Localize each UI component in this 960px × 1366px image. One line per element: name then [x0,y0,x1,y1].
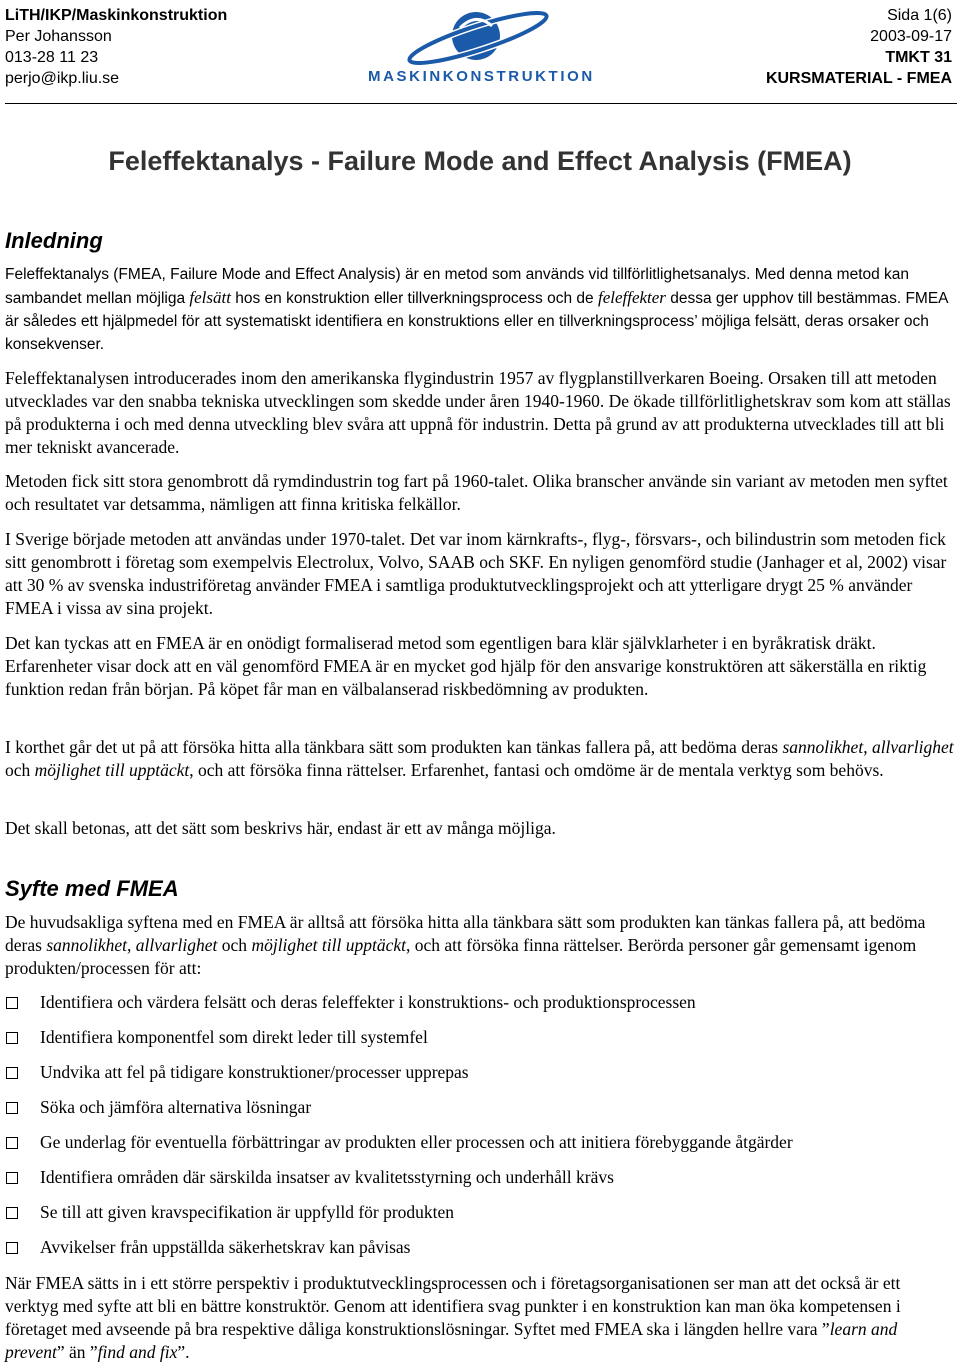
logo-text: MASKINKONSTRUKTION [368,68,595,85]
section-heading-syfte: Syfte med FMEA [5,876,179,901]
paragraph-purpose [5,911,955,980]
list-item [5,991,955,1014]
text-run: , och att försöka finna rättelser. Berörda personer går gemensamt igenom produkten/processen för att: [5,935,917,978]
header-author: Per Johansson [5,28,112,45]
list-item-text: Se till att given kravspecifikation är uppfylld för produkten [40,1202,455,1222]
list-item [5,1131,955,1154]
header-page-number: Sida 1(6) [887,7,952,24]
section-heading-inledning: Inledning [5,228,103,253]
emphasis-learn-prevent: learn and prevent [5,1319,898,1362]
emphasis-sannolikhet: sannolikhet [782,737,864,757]
header-department: LiTH/IKP/Maskinkonstruktion [5,7,228,24]
text-run: hos en konstruktion eller tillverkningsprocess och de [230,290,598,307]
emphasis-sannolikhet: sannolikhet [46,935,127,955]
paragraph-perspective [5,1272,955,1364]
page-title: Feleffektanalys - Failure Mode and Effect Analysis (FMEA) [108,146,852,176]
paragraph-sweden: I Sverige började metoden att användas under 1970-talet. Det var inom kärnkrafts-, flyg-, försvars-, och bilindustrin som metoden fick sitt genombrott i företag som exempelvis Electrolux, Volvo, SAAB och SKF. En nyligen genomförd studie (Janhager et al, 2002) visar att 30 % av svenska industriföretag använder FMEA i samtliga produktutvecklingsprojekt och att ytterligare drygt 25 % använder FMEA i vissa av sina projekt. [5,529,947,618]
emphasis-upptackt: möjlighet till upptäckt [34,760,190,780]
checkbox-square-icon [6,997,18,1009]
paragraph-history: Feleffektanalysen introducerades inom den amerikanska flygindustrin 1957 av flygplanstillverkaren Boeing. Orsaken till att metoden utvecklades var den snabba tekniska utvecklingen som skedde under åren 1940-1960. De ökade tillförlitlighetskrav som kom att ställas på produkterna i och med denna utveckling blev svåra att uppnå för industrin. Detta på grund av att produkterna utvecklades till att bli mer tekniskt avancerade. [5,368,951,457]
header-date: 2003-09-17 [870,28,952,45]
paragraph-note: Det skall betonas, att det sätt som beskrivs här, endast är ett av många möjliga. [5,818,556,838]
paragraph-intro [5,263,955,356]
list-item-text: Identifiera och värdera felsätt och deras feleffekter i konstruktions- och produktionsprocessen [40,992,696,1012]
checkbox-square-icon [6,1172,18,1184]
text-run: Feleffektanalys (FMEA, Failure Mode and Effect Analysis) är en metod som används vid tillförlitlighetsanalys. Med denna metod kan sambandet mellan möjliga [5,266,910,307]
header-right [766,5,952,89]
text-run: , [863,737,872,757]
text-run: ” än ” [56,1342,98,1362]
list-item [5,1096,955,1119]
header-email: perjo@ikp.liu.se [5,70,120,87]
checkbox-square-icon [6,1067,18,1079]
text-run: I korthet går det ut på att försöka hitta alla tänkbara sätt som produkten kan tänkas fallera på, att bedöma deras [5,737,783,757]
list-item-text: Söka och jämföra alternativa lösningar [40,1097,312,1117]
emphasis-find-fix: find and fix [97,1342,178,1362]
checkbox-square-icon [6,1102,18,1114]
emphasis-upptackt: möjlighet till upptäckt [251,935,406,955]
paragraph-summary [5,736,955,782]
checkbox-square-icon [6,1207,18,1219]
list-item [5,1061,955,1084]
checkbox-square-icon [6,1032,18,1044]
list-item [5,1236,955,1259]
list-item-text: Identifiera områden där särskilda insatser av kvalitetsstyrning och underhåll krävs [40,1167,614,1187]
emphasis-allvarlighet: allvarlighet [135,935,218,955]
header-phone: 013-28 11 23 [5,49,99,66]
text-run: När FMEA sätts in i ett större perspektiv i produktutvecklingsprocessen och i företagsorganisationen ser man att det också är ett verktyg med syfte att bli en bättre konstruktör. Genom att identifiera svag punkter i en konstruktion kan man öka kompetensen i företaget med avseende på bra respektive dåliga konstruktionslösningar. Syftet med FMEA ska i längden hellre vara ” [5,1273,901,1339]
list-item-text: Identifiera komponentfel som direkt leder till systemfel [40,1027,428,1047]
emphasis-felsatt: felsätt [189,288,231,307]
emphasis-allvarlighet: allvarlighet [871,737,954,757]
text-run: ”. [177,1342,190,1362]
text-run: dessa ger upphov till bestämmas. FMEA är således ett hjälpmedel för att systematiskt identifiera en konstruktions eller en tillverkningsprocess’ möjliga felsätt, deras orsaker och konsekvenser. [5,290,948,353]
list-item-text: Avvikelser från uppställda säkerhetskrav kan påvisas [40,1237,411,1257]
list-item [5,1166,955,1189]
checkbox-square-icon [6,1137,18,1149]
text-run: De huvudsakliga syftena med en FMEA är alltså att försöka hitta alla tänkbara sätt som produkten kan tänkas fallera på, att bedöma deras [5,912,926,955]
header-divider [5,103,957,104]
paragraph-space-industry: Metoden fick sitt stora genombrott då rymdindustrin tog fart på 1960-talet. Olika branscher använde sin variant av metoden men syftet och resultatet var detsamma, nämligen att finna kritiska felkällor. [5,471,948,514]
maskinkonstruktion-logo [368,2,595,88]
text-run: och [5,760,35,780]
list-item [5,1026,955,1049]
paragraph-formalised: Det kan tyckas att en FMEA är en onödigt formaliserad metod som egentligen bara klär självklarheter i en byråkratisk dräkt. Erfarenheter visar dock att en väl genomförd FMEA är en mycket god hjälp för den ansvarige konstruktören att säkerställa en riktig funktion redan från början. På köpet får man en välbalanserad riskbedömning av produkten. [5,633,927,699]
text-run: , och att försöka finna rättelser. Erfarenhet, fantasi och omdöme är de mentala verktyg som behövs. [189,760,884,780]
text-run: , [127,935,136,955]
list-item [5,1201,955,1224]
text-run: och [217,935,252,955]
list-item-text: Undvika att fel på tidigare konstruktioner/processer upprepas [40,1062,469,1082]
header-course-code: TMKT 31 [885,49,952,66]
emphasis-feleffekter: feleffekter [597,288,666,307]
checkbox-square-icon [6,1242,18,1254]
planet-icon [368,2,592,68]
header-material: KURSMATERIAL - FMEA [765,70,952,87]
list-item-text: Ge underlag för eventuella förbättringar av produkten eller processen och att initiera förebyggande åtgärder [40,1132,793,1152]
header-left [5,5,227,89]
